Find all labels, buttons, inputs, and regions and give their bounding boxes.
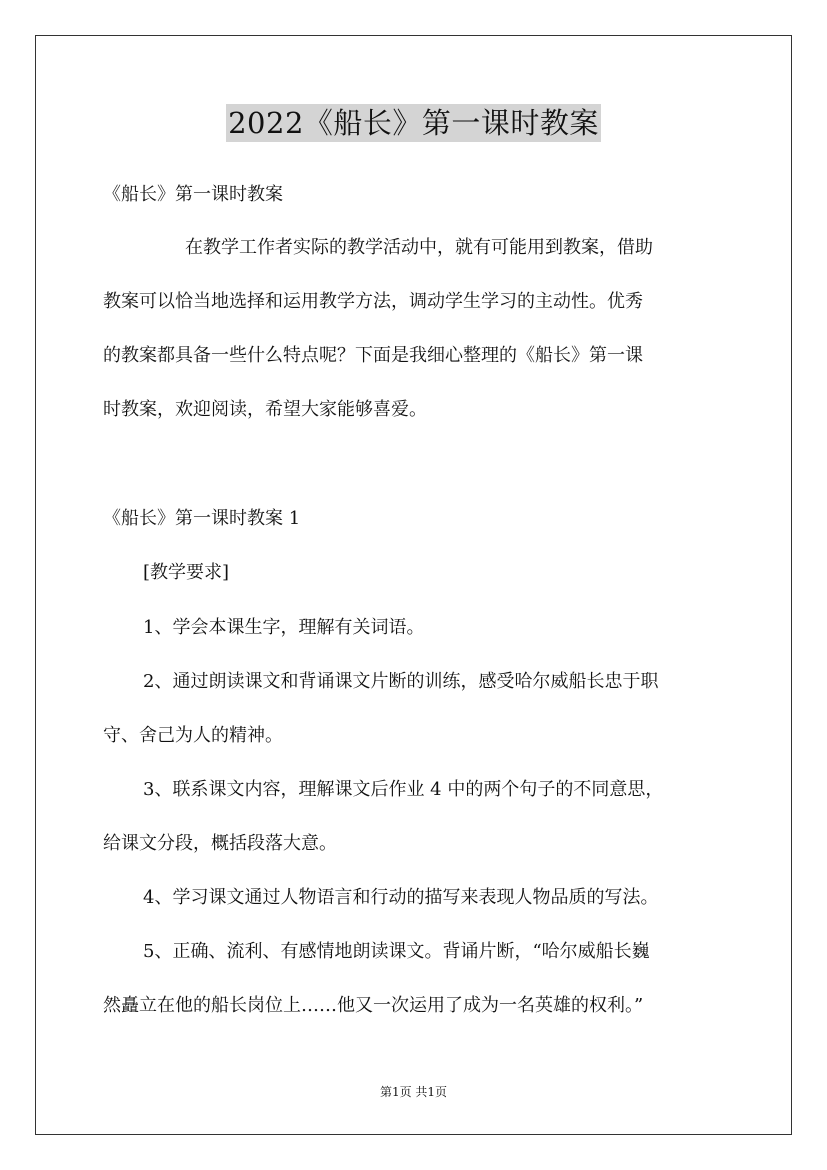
requirement-item: 2、通过朗读课文和背诵课文片断的训练，感受哈尔威船长忠于职	[143, 671, 659, 692]
intro-line: 时教案，欢迎阅读，希望大家能够喜爱。	[103, 399, 427, 420]
page-footer: 第1页 共1页	[379, 1085, 448, 1099]
requirement-item: 5、正确、流利、有感情地朗读课文。背诵片断，“哈尔威船长巍	[143, 941, 650, 962]
document-title: 2022《船长》第一课时教案	[228, 106, 599, 140]
requirement-item: 3、联系课文内容，理解课文后作业 4 中的两个句子的不同意思，	[143, 779, 664, 800]
title-container	[0, 104, 827, 142]
intro-line: 的教案都具备一些什么特点呢？下面是我细心整理的《船长》第一课	[103, 345, 643, 366]
intro-line: 在教学工作者实际的教学活动中，就有可能用到教案，借助	[185, 237, 653, 258]
requirements-heading: [教学要求]	[143, 562, 230, 583]
requirement-item: 给课文分段，概括段落大意。	[103, 833, 337, 854]
document-subtitle: 《船长》第一课时教案	[103, 184, 283, 205]
requirement-item: 然矗立在他的船长岗位上……他又一次运用了成为一名英雄的权利。”	[103, 995, 644, 1016]
requirement-item: 守、舍己为人的精神。	[103, 725, 283, 746]
section-heading: 《船长》第一课时教案 1	[103, 508, 301, 529]
requirement-item: 1、学会本课生字，理解有关词语。	[143, 617, 425, 638]
requirement-item: 4、学习课文通过人物语言和行动的描写来表现人物品质的写法。	[143, 887, 659, 908]
intro-line: 教案可以恰当地选择和运用教学方法，调动学生学习的主动性。优秀	[103, 291, 643, 312]
